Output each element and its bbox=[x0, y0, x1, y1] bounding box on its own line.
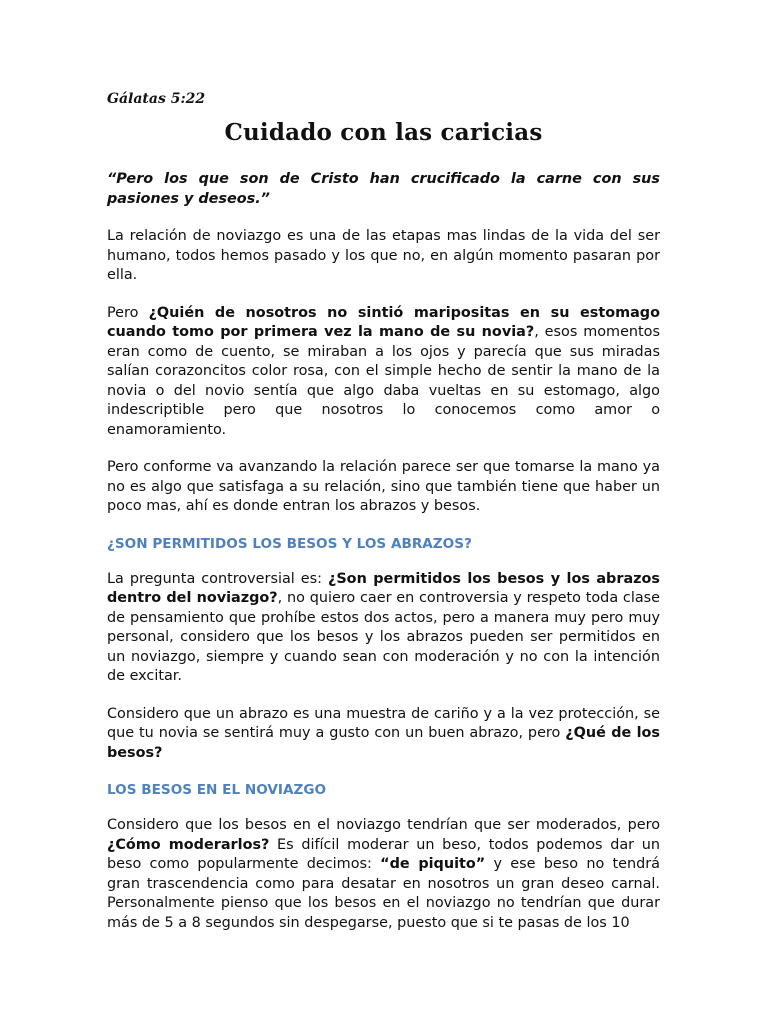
paragraph-text: , no quiero caer en controversia y respeto toda clase de pensamiento que prohíbe estos dos actos, pero a manera muy pero muy personal, considero que los besos y los abrazos pueden ser permitidos en un noviazgo, siempre y cuando sean con moderación y no con la intención de excitar. bbox=[107, 590, 660, 684]
paragraph-text: Considero que los besos en el noviazgo tendrían que ser moderados, pero bbox=[107, 817, 660, 833]
bible-reference: Gálatas 5:22 bbox=[107, 91, 206, 107]
page-title: Cuidado con las caricias bbox=[224, 119, 543, 146]
section-heading-kisses: LOS BESOS EN EL NOVIAZGO bbox=[107, 782, 327, 798]
paragraph-bold-question: ¿Qué de los besos? bbox=[107, 725, 660, 761]
paragraph-intro: La relación de noviazgo es una de las etapas mas lindas de la vida del ser humano, todos hemos pasado y los que no, en algún momento pasaran por ella. bbox=[107, 228, 660, 283]
paragraph-text: La pregunta controversial es: bbox=[107, 570, 328, 587]
paragraph-text: y ese beso no tendrá gran trascendencia como para desatar en nosotros un gran deseo carnal. Personalmente pienso que los besos en el noviazgo no tendrían que durar más de 5 a 8 segundos sin despegarse, puesto que si te pasas de los 10 bbox=[107, 856, 660, 931]
section-heading-permitted: ¿SON PERMITIDOS LOS BESOS Y LOS ABRAZOS? bbox=[107, 535, 472, 552]
paragraph-hug bbox=[107, 705, 660, 764]
paragraph-text: Considero que un abrazo es una muestra de cariño y a la vez protección, se que tu novia se sentirá muy a gusto con un buen abrazo, pero bbox=[107, 705, 660, 741]
paragraph-butterflies bbox=[107, 304, 660, 441]
paragraph-progression: Pero conforme va avanzando la relación parece ser que tomarse la mano ya no es algo que satisfaga a su relación, sino que también tiene que haber un poco mas, ahí es donde entran los abrazos y besos. bbox=[107, 459, 660, 514]
paragraph-text: Pero bbox=[107, 304, 149, 321]
paragraph-bold-question: ¿Cómo moderarlos? bbox=[107, 836, 270, 853]
paragraph-bold-question: ¿Son permitidos los besos y los abrazos dentro del noviazgo? bbox=[107, 570, 660, 606]
scripture-quote: “Pero los que son de Cristo han crucificado la carne con sus pasiones y deseos.” bbox=[107, 171, 660, 207]
paragraph-kisses bbox=[107, 816, 660, 933]
paragraph-text: , esos momentos eran como de cuento, se miraban a los ojos y parecía que sus miradas salían corazoncitos color rosa, con el simple hecho de sentir la mano de la novia o del novio sentía que algo daba vueltas en su estomago, algo indescriptible pero que nosotros lo conocemos como amor o enamoramiento. bbox=[107, 324, 660, 438]
paragraph-question bbox=[107, 570, 660, 687]
paragraph-bold-phrase: “de piquito” bbox=[380, 856, 486, 872]
paragraph-bold-question: ¿Quién de nosotros no sintió maripositas en su estomago cuando tomo por primera vez la mano de su novia? bbox=[107, 304, 661, 340]
paragraph-text: Es difícil moderar un beso, todos podemos dar un beso como popularmente decimos: bbox=[107, 836, 660, 872]
